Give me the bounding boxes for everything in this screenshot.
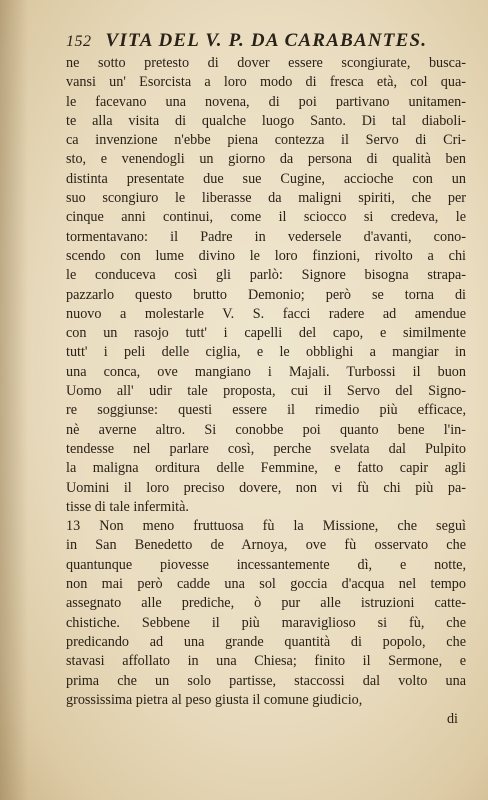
text-line: predicando ad una grande quantità di popolo, che <box>66 633 466 650</box>
text-line: una conca, ove mangiano i Majali. Turbossi il buon <box>66 363 466 380</box>
text-line: suo scongiuro le liberasse da maligni spiriti, che per <box>66 190 466 207</box>
text-line: prima che un solo partisse, staccossi dal volto una <box>66 672 466 689</box>
text-line: stavasi affollato in una Chiesa; finito il Sermone, e <box>66 653 466 670</box>
text-line: assegnato alle prediche, ò pur alle istruzioni catte- <box>66 595 466 612</box>
text-line: cinque anni continui, come il sciocco si credeva, le <box>66 209 466 226</box>
catchword: di <box>446 711 458 728</box>
text-line: Uomo all' udir tale proposta, cui il Servo del Signo- <box>66 383 466 400</box>
text-line: pazzarlo questo brutto Demonio; però se torna di <box>66 286 466 303</box>
text-line: re soggiunse: questi essere il rimedio più efficace, <box>66 402 466 419</box>
text-line: con un rasojo tutt' i capelli del capo, e similmente <box>66 325 466 342</box>
text-line: nuovo a molestarle V. S. facci radere ad amendue <box>66 305 466 322</box>
catchword-row <box>66 710 466 730</box>
text-line: scendo con lume divino le loro finzioni, rivolto a chi <box>66 247 466 264</box>
text-block <box>66 30 466 730</box>
text-line: grossissima pietra al peso giusta il comune giudicio, <box>66 691 363 708</box>
text-line: la maligna orditura delle Femmine, e fatto capir agli <box>66 460 466 477</box>
running-head <box>66 30 466 54</box>
text-line: nè averne altro. Si conobbe poi quanto bene l'in- <box>66 421 466 438</box>
text-line: tisse di tale infermità. <box>66 498 189 515</box>
text-line: non mai però cadde una sol goccia d'acqua nel tempo <box>66 576 466 593</box>
text-line: le facevano una novena, di poi partivano unitamen- <box>66 93 466 110</box>
text-line: in San Benedetto de Arnoya, ove fù osservato che <box>66 537 466 554</box>
gutter-shadow <box>0 0 28 800</box>
text-line: ca invenzione n'ebbe piena contezza il Servo di Cri- <box>66 132 466 149</box>
text-line: tutt' i peli delle ciglia, e le obblighi a mangiar in <box>66 344 466 361</box>
body-text <box>66 54 466 710</box>
text-line: ne sotto pretesto di dover essere scongiurate, busca- <box>66 55 466 71</box>
running-title: VITA DEL V. P. DA CARABANTES. <box>105 30 428 51</box>
text-line: Uomini il loro preciso dovere, non vi fù chi più pa- <box>66 479 466 496</box>
text-line: quantunque piovesse incessantemente dì, e notte, <box>66 556 466 573</box>
text-line: chistiche. Sebbene il più maraviglioso si fù, che <box>66 614 466 631</box>
text-line: vansi un' Esorcista a loro modo di fresca età, col qua- <box>66 74 466 91</box>
text-line: te alla visita di qualche luogo Santo. Di tal diaboli- <box>66 112 466 129</box>
text-line: sto, e venendogli un giorno da persona di qualità ben <box>66 151 466 168</box>
page-number: 152 <box>66 33 92 50</box>
text-line: tendesse nel parlare così, perche svelata dal Pulpito <box>66 440 466 457</box>
text-line: le conduceva così gli parlò: Signore bisogna strapa- <box>66 267 466 284</box>
text-line: distinta presentate due sue Cugine, accioche con un <box>66 170 466 187</box>
text-line: tormentavano: il Padre in vedersele d'avanti, cono- <box>66 228 466 245</box>
text-line: 13 Non meno fruttuosa fù la Missione, che seguì <box>66 518 466 535</box>
